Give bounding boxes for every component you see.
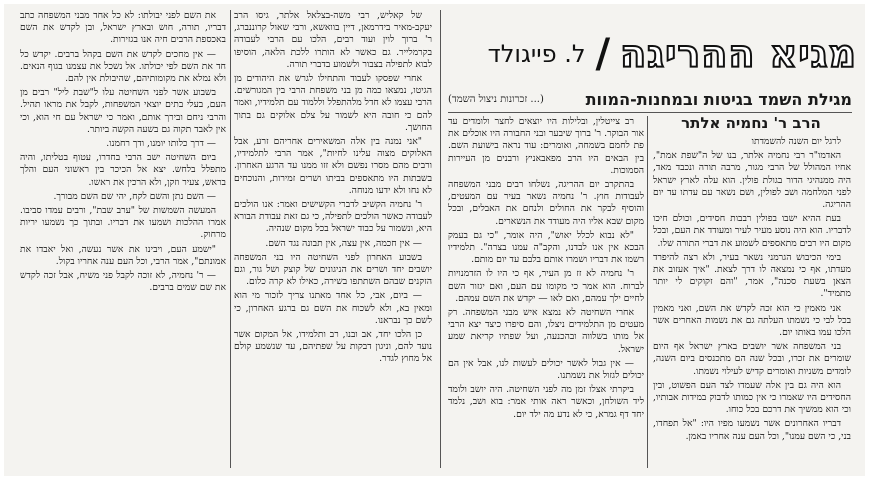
column-paragraph: בשבוע אשר לפני השחיטה עלו ל"שבת ליל" רבים מן העם, בעלי בתים יוצאי המשפחות, לקבל את מראו תהיל. והרבי ניחם ובירך אותם, ואמר כי ישראל עם חי הוא, וכי אין לאבד תקוה גם בשעה הקשה ביותר.	[20, 87, 226, 135]
column-paragraph: — ביום, אבי, כל אחד מאתנו צריך לזכור מי הוא ומאין בא, ולא לשכוח את השם גם ברגע האחרון, כי לשם כך נבראנו.	[234, 290, 432, 326]
column-paragraph: בהתקרב יום ההריגה, נשלחו רבים מבני המשפחה לעבודות חוץ. ר' נחמיה נשאר בעיר עם המעטים, והוסיף לבקר את החולים ולנחם את האבלים, ובכל מקום שבא אליו היה מעודד את הנשארים.	[448, 179, 644, 227]
column-paragraph: המעשה השמשות של "ערב שבת", ורבים עמדו סביבו. אמרו ההלכות ושמעו את דבריו. ובתוך כך נשמעו יריות מרחוק.	[20, 205, 226, 241]
section-head: הרב ר' נחמיה אלתר	[681, 114, 821, 132]
column-paragraph: אני מאמין כי הוא זכה לקדש את השם, ואני מאמין בכל לבי כי נשמתו העלתה גם את נשמות האחרים אשר הלכו עמו באותו יום.	[653, 302, 851, 339]
column-rule	[440, 10, 441, 468]
column-paragraph: בעת ההיא ישבו בפולין רבבות חסידים, וכולם חיכו לדבריו. הוא היה נוסע מעיר לעיר ומעודד את העם, ובכל מקום היו רבים מתאספים לשמוע את דברי התורה שלו.	[653, 213, 851, 249]
column-paragraph: — ר' נחמיה, לא זוכה לקבל פני משיח, אבל זכה לקדש את שם שמים ברבים.	[20, 270, 226, 294]
headline	[442, 28, 857, 80]
column-paragraph: ביום השחיטה ישב הרבי בחדרו, עטוף בטליתו, והיה מתפלל בלחש. יצא אל הכיכר בין ראשוני העם והלך בראש, צעיר וזקן, ולא הרכין את ראשו.	[20, 152, 226, 188]
column-paragraph: רב צייטלין, ובלילות היו יוצאים לחצר ולומדים עד אור הבוקר. ר' ברוך שיבער ובני החבורה היו אוכלים את פת לחמם בשמחה, ואומרים: עוד נראה בישועת השם. בין הבאים היו הרב מפאבאניץ ורבנים מן העיירות הסמוכות.	[448, 116, 644, 176]
column-paragraph: האדמו"ר רבי נחמיה אלתר, בנו של ה"שפת אמת", אחיו המהולל של הרבי מגור, מרבה תורה ונכבד מאד, היה ממנהיגי הדור בגולת פולין. הוא עלה לארץ ישראל לפני המלחמה ושב לפולין, ושם נשאר עם עדתו עד יום ההריגה.	[653, 150, 851, 211]
column-paragraph: בני המשפחה אשר יושבים בארץ ישראל אף היום שומרים את זכרו, ובכל שנה הם מתכנסים ביום השנה, לומדים משניות ואומרים קדיש לעילוי נשמתו.	[653, 341, 851, 377]
column-2	[234, 10, 432, 468]
column-paragraph: אחרי שפסקו לעבוד והתחילו לגרש את היהודים מן הגיטו, נמצאו כמה מן בני משפחת הרבי בין המגורשים. הרבי עצמו לא חדל מלהתפלל וללמוד עם תלמידיו, ואמר להם כי חובה היא לשמור על צלם אלוקים גם בתוך החושך.	[234, 73, 432, 133]
column-paragraph: בשבוע האחרון לפני השחיטה היו בני המשפחה יושבים יחד ושרים את הניגונים של קוצק ושל גור, וגם הזקנים שבהם השתתפו בשירה, כאילו לא קרה כלום.	[234, 251, 432, 288]
subtitle-rule	[448, 112, 852, 113]
column-paragraph: "ישמע העם, ויבינו את אשר נעשה, ואל יאבדו את אמונתם", אמר הרבי, וכל העם ענה אחריו בקול.	[20, 243, 226, 267]
column-paragraph: ר' נחמיה לא זז מן העיר, אף כי היו לו הזדמנויות לברוח. הוא אמר כי מקומו עם העם, ואם יגזור השם לחיים ילך עמהם, ואם לאו — יקדש את השם עמהם.	[448, 268, 644, 304]
headline-title: מגיא ההריגה	[620, 32, 857, 76]
column-paragraph: — דרך כלותו יומנו, ודך רחמנו.	[106, 138, 216, 150]
column-4	[653, 136, 851, 468]
column-paragraph: ר' נחמיה הקשיב לדברי הקשישים ואמר: אנו הולכים לעבודה כאשר הולכים לתפילה, כי גם זאת עבודת הבורא היא, ונשמור על כבוד ישראל בכל מקום שנהיה.	[234, 199, 432, 235]
subtitle-row	[448, 88, 852, 110]
column-paragraph: הוא היה גם בין אלה שעמדו לצד העם הפשוט, ובין החסידים היו שאמרו כי אין כמותו לדבוק במידות אבותיו, וכי הוא ממשיך את דרכם בכל כוחו.	[653, 379, 851, 416]
column-paragraph: כן הלכו יחד, אב ובנו, רב ותלמידו, אל המקום אשר נועד להם, וניגון דבקות על שפתיהם, עד שנשמע קולם אל מחוץ לגדר.	[234, 329, 432, 365]
column-1	[20, 10, 226, 468]
column-paragraph: של קאליש, רבי משה-בצלאל אלתר, גיסו הרב יעקב-מאיר בידרמאן, דיין בוואשא, ורבי שאול קרוננברג, ר' ברוך לוין ועוד רבים, הלכו עם הרבי לעבודה בקרמלייר. גם כאשר לא הותרו ללכת הלאה, הוסיפו לבוא לתפילה בצבור ולשמוע בדברי תורה.	[234, 10, 432, 70]
column-paragraph: — השם נתן והשם לקח, יהי שם השם מבורך.	[53, 190, 216, 202]
headline-separator: /	[595, 31, 611, 77]
column-paragraph: דבריו האחרונים אשר נשמעו מפיו היו: "אל תפחדו, בני, כי השם עמנו", וכל העם ענה אחריו באמן.	[653, 418, 851, 442]
column-paragraph: — אין מחכים לקדש את השם בקהל ברבים. יקדש כל חד את השם לפי יכולתו. אל נשכל את עצמנו בגוף הנאים. ולא נמלא את מקומותיהם, שהיבולת אין להם.	[20, 48, 226, 85]
column-rule	[230, 10, 231, 468]
column-rule	[647, 116, 648, 468]
column-paragraph: בימי הכיבוש הגרמני נשאר בעיר, ולא רצה להיפרד מעדתו, אף כי נמצאה לו דרך לצאת. "איך אעזוב את הצאן בשעת סכנה", אמר, "והם זקוקים לי יותר מתמיד".	[653, 251, 851, 300]
column-paragraph: אחרי השחיטה לא נמצא איש מבני המשפחה. רק מעטים מן התלמידים ניצלו, והם סיפרו כיצד יצא הרבי אל מותו בשלווה ובהכנעה, ועל שפתיו קריאת שמע ישראל.	[448, 307, 644, 355]
column-paragraph: "לא נבוא לכלל יאוש", היה אומר, "כי גם בעמק הבכא אין אנו לבדנו, והקב"ה עמנו בצרה". תלמידיו רשמו את דבריו ושמרו אותם בלבם עד יום מותם.	[448, 229, 644, 266]
column-paragraph: — אין גבול לאשר יכולים לעשות לנו, אבל אין הם יכולים לגזול את נשמתנו.	[448, 357, 644, 382]
column-paragraph: "אני נמנה בין אלה המשאירים אחריהם זרע, אבל האלוקים מצוה עלינו לחיות", אמר הרבי לתלמידיו, ורבים מהם מסרו נפשם ולא זזו ממנו עד הרגע האחרון. בשבתות היו מתאספים בביתו ושרים זמירות, והנוכחים לא נחו ולא ידעו מנוחה.	[234, 136, 432, 196]
column-3	[448, 116, 644, 468]
subtitle: מגילת השמד בגיטות ובמחנות-המוות	[585, 89, 852, 109]
credit-line: (... זכרונות ניצול השמד)	[448, 93, 544, 105]
column-paragraph: ביקרתי אצלו זמן מה לפני השחיטה. היה יושב ולומד ליד השולחן, וכאשר ראה אותי אמר: בוא ושב, נלמד יחד דף גמרא, כי לא נדע מה ילד יום.	[448, 384, 644, 420]
column-paragraph: את השם לפני יבולתו: לא כל אחד מבני המשפחה כתב דבריו, תורה, חוש ובארץ ישראל, ובן לקדש את השם באכספת הרבים חיה אנו בגזירות.	[20, 10, 226, 46]
column-paragraph: לרגל יום השנה להשמדתו	[751, 136, 841, 147]
headline-author: ל. פייגולד	[487, 40, 586, 68]
column-paragraph: — אין חכמה, אין עצה, אין תבונה נגד השם.	[265, 237, 422, 249]
